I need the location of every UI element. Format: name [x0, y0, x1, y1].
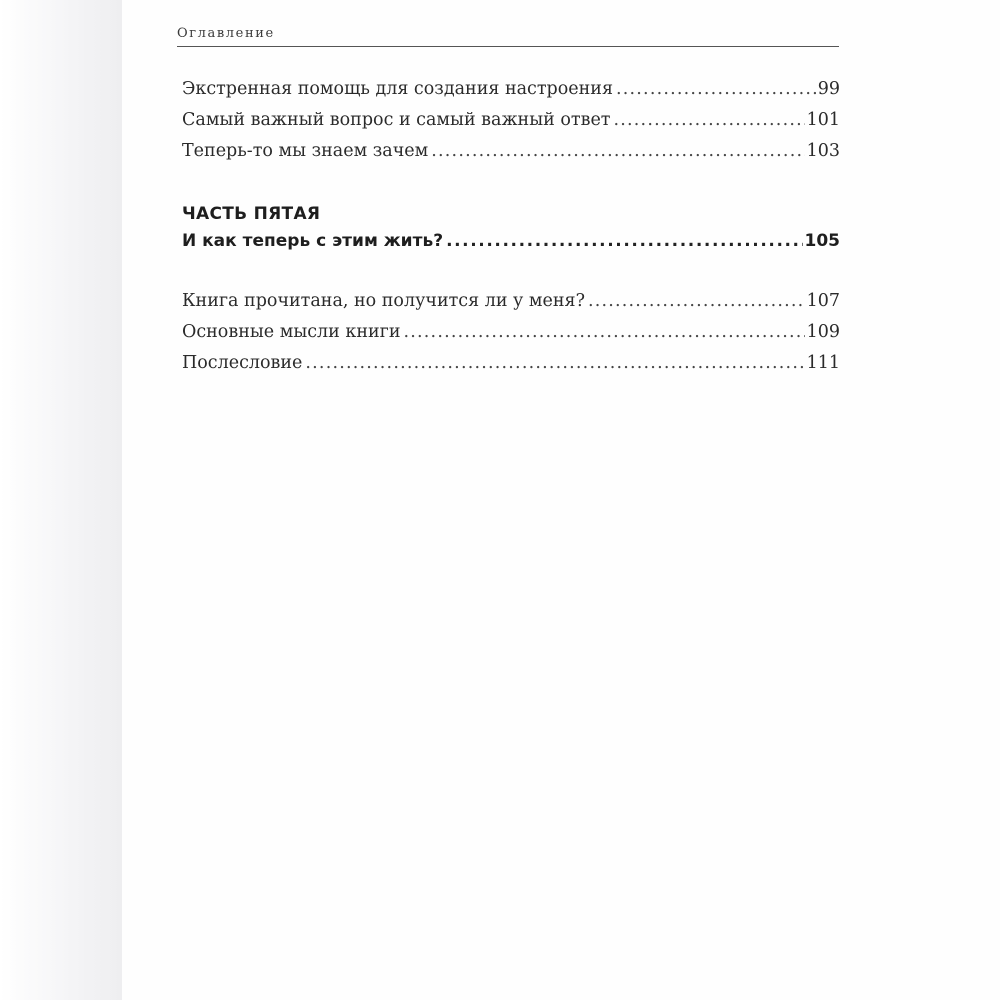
toc-entry-page: 101	[806, 110, 840, 130]
dot-leader	[431, 141, 804, 161]
dot-leader	[616, 79, 816, 99]
toc-entry-title: Экстренная помощь для создания настроения	[182, 79, 613, 99]
toc-entry-page: 103	[806, 141, 840, 161]
part-page: 105	[804, 231, 840, 251]
running-head: Оглавление	[177, 26, 275, 41]
toc-entry	[182, 110, 840, 130]
toc-entry	[182, 291, 840, 311]
dot-leader	[305, 353, 804, 373]
dot-leader	[614, 110, 805, 130]
toc-entry	[182, 353, 840, 373]
toc-entry	[182, 79, 840, 99]
spine-shadow	[0, 0, 122, 1000]
toc-entry-page: 111	[806, 353, 840, 373]
dot-leader	[404, 322, 805, 342]
toc-entry-title: Основные мысли книги	[182, 322, 401, 342]
toc-entry-title: Самый важный вопрос и самый важный ответ	[182, 110, 611, 130]
toc-entry-title: Книга прочитана, но получится ли у меня?	[182, 291, 585, 311]
header-rule	[177, 46, 839, 47]
part-label: ЧАСТЬ ПЯТАЯ	[182, 204, 321, 224]
toc-entry	[182, 141, 840, 161]
part-title-entry	[182, 231, 840, 251]
dot-leader	[446, 231, 802, 251]
toc-entry-page: 109	[806, 322, 840, 342]
toc-entry-page: 99	[817, 79, 840, 99]
part-title: И как теперь с этим жить?	[182, 231, 444, 251]
toc-entry-page: 107	[806, 291, 840, 311]
dot-leader	[588, 291, 805, 311]
toc-entry-title: Послесловие	[182, 353, 303, 373]
toc-entry-title: Теперь-то мы знаем зачем	[182, 141, 429, 161]
toc-entry	[182, 322, 840, 342]
